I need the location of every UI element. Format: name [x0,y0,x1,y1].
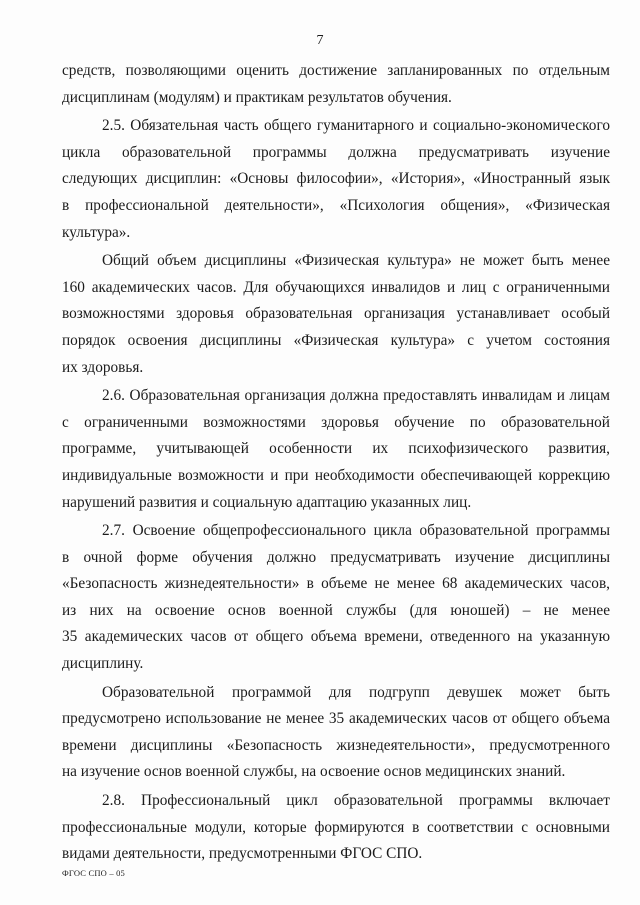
text-line: Образовательной программой для подгрупп девушек может быть [102,683,610,701]
text-line: в очной форме обучения должно предусматривать изучение дисциплины [62,548,610,566]
text-line: средств, позволяющими оценить достижение запланированных по отдельным [62,62,610,79]
text-line: культура». [62,223,131,241]
text-line: дисциплинам (модулям) и практикам результатов обучения. [62,88,452,106]
body-text [62,58,610,868]
text-line: 35 академических часов от общего объема времени, отведенного на указанную [62,628,610,646]
text-line: следующих дисциплин: «Основы философии», «История», «Иностранный язык [62,170,610,188]
text-line: цикла образовательной программы должна предусматривать изучение [62,143,610,161]
text-line: Общий объем дисциплины «Физическая культура» не может быть менее [102,252,610,270]
text-line: 2.6. Образовательная организация должна предоставлять инвалидам и лицам [102,387,610,405]
text-line: возможностями здоровья образовательная организация устанавливает особый [62,305,610,323]
text-line: 2.7. Освоение общепрофессионального цикла образовательной программы [102,522,610,540]
text-line: 2.5. Обязательная часть общего гуманитарного и социально-экономического [102,117,610,135]
text-line: из них на освоение основ военной службы (для юношей) – не менее [62,601,610,619]
text-line: нарушений развития и социальную адаптацию указанных лиц. [62,493,472,511]
text-line: профессиональные модули, которые формируются в соответствии с основными [62,818,610,836]
text-line: времени дисциплины «Безопасность жизнедеятельности», предусмотренного [62,736,610,754]
text-line: с ограниченными возможностями здоровья обучение по образовательной [62,413,610,431]
text-line: в профессиональной деятельности», «Психология общения», «Физическая [62,196,610,214]
page-number: 7 [316,33,324,48]
text-line: «Безопасность жизнедеятельности» в объеме не менее 68 академических часов, [62,575,610,593]
text-line: программе, учитывающей особенности их психофизического развития, [62,440,610,458]
text-line: порядок освоения дисциплины «Физическая культура» с учетом состояния [62,331,610,349]
text-line: их здоровья. [62,358,144,376]
text-line: дисциплину. [62,655,144,673]
text-line: индивидуальные возможности и при необходимости обеспечивающей коррекцию [62,466,610,484]
text-line: предусмотрено использование не менее 35 академических часов от общего объема [62,710,610,728]
page-footer: ФГОС СПО – 05 [62,868,126,878]
text-line: 160 академических часов. Для обучающихся инвалидов и лиц с ограниченными [62,278,610,296]
text-line: видами деятельности, предусмотренными ФГОС СПО. [62,845,423,863]
text-line: на изучение основ военной службы, на освоение основ медицинских знаний. [62,763,566,781]
text-line: 2.8. Профессиональный цикл образовательной программы включает [102,792,610,810]
